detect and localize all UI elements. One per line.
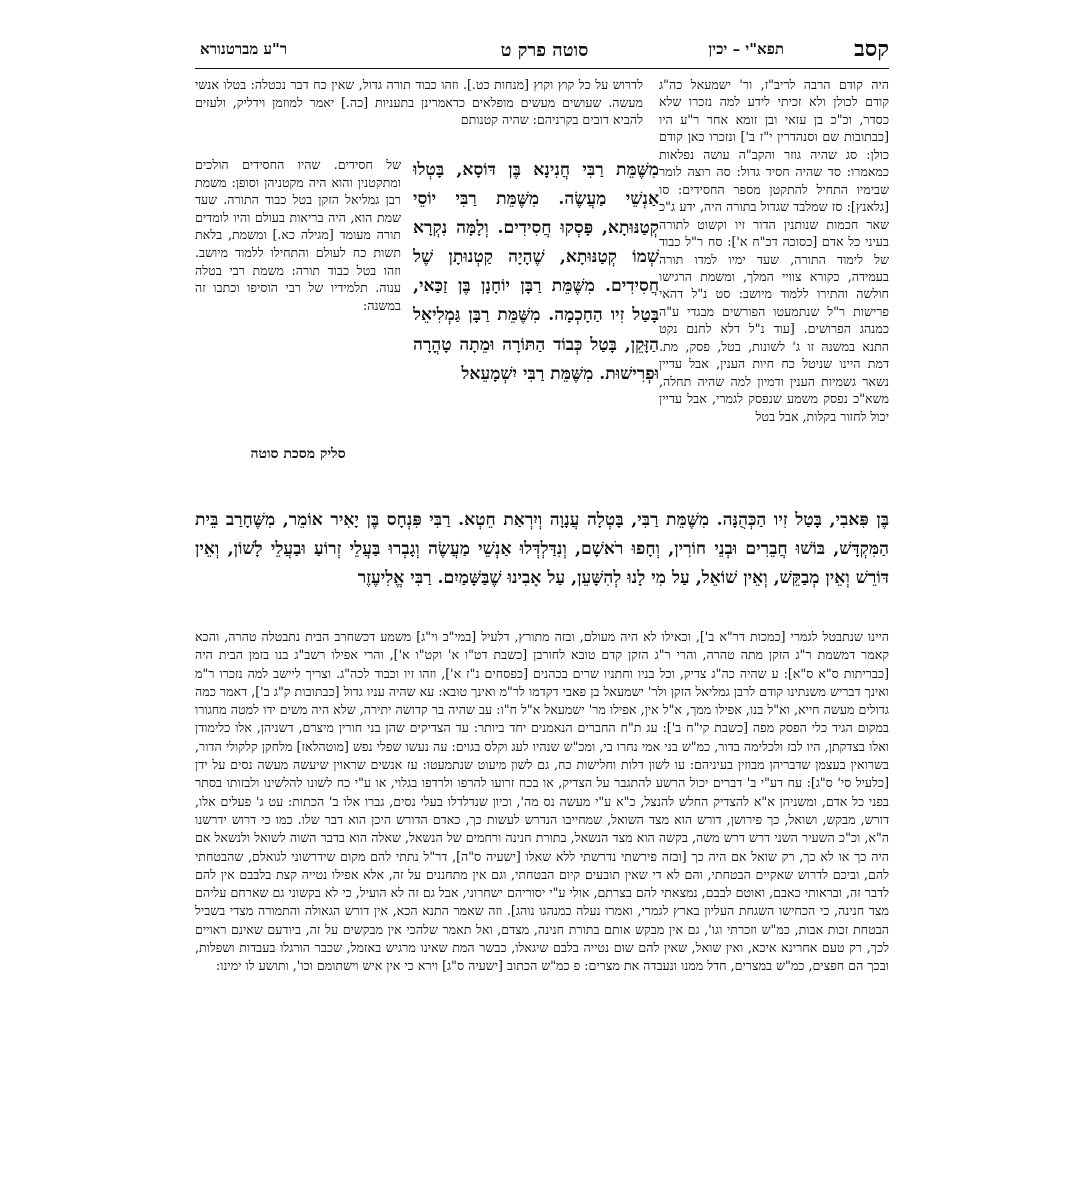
tractate-title: סוטה פרק ט xyxy=(500,40,589,61)
header-range: תפא"י – יכין xyxy=(708,40,784,58)
header-rule xyxy=(195,68,889,69)
tiferet-yisrael-commentary-bottom: היינו שנתבטל לגמרי [כמכות דר"א ב'], וכאילו לא היה מעולם, ובזה מתורץ, דלעיל [במי"ב וי"ג] משמע דכשחרב הבית נתבטלה טהרה, והכא קאמר דמשמת ר"ג הזקן מתה טהרה, והרי ר"ג הזקן קדם טובא לחורבן [כשבת דט"ו א' וקט"ו א'], והרי אפילו רשב"ג בנו בזמן הבית היה [כבריתות ס"א ס"א]: ע שהיה כה"ג צדיק, וכל בניו וחתניו שרים בכהנים [כפסחים נ"ז א'], וזהו זיו וכבוד לכה"ג. וצריך ליישב למה נזכרו ר"מ ואינך דבריש משנתינו קודם לרבן גמליאל הזקן ולר' ישמעאל בן פאבי דקדמו לר"מ ואינך טובא: עא שהיה עניו גדול [כבתובות ק"ג ב'], דאמר כמה גדולים מעשה חייא, וא"ל בנו, אפילו ממך, א"ל אין, אפילו מר' ישמעאל א"ל ח"ו: עב שהיה בר קדושה יתירה, שלא היה משים ידו למטה מחגורו במקום הגיד כלי הפסק מפה [כשבת קי"ח ב']: עג ת"ח החברים הנאמנים יחד ביותר: עד הצדיקים שהן בני חורין מיצרם, דשניהן, אלו כלימודן ואלו בצדקתן, היו לבז ולכלימה בדור, כמ"ש בני אמי נחרו בי, ומכ"ש שנהיו לעג וקלס בגוים: עה נעשו שפלי נפש [מוטהלאז] מלחקן קלקולי הדור, בשרואין בעצמן שדבריהן מבוזין בעיניהם: עו לשון דלות וחלישות כח, גם לשון מיעוט שנתמעטו: עז אנשים שראוין שיעשה מעשה נסים על ידן [כלעיל סי' ס"ג]: עח דע"י ב' דברים יכול הרשע להתגבר על הצדיק, או בכח זרועו להרפו ולרדפו בגלוי, או ע"י כח לשונו להלשינו ולבזותו בסתר בפני כל אדם, ומשניהן א"א להצדיק החלש להנצל, כ"א ע"י מעשה נס מה', וכיון שנדלדלו בעלי נסים, גברו אלו ב' הכתות: עט ג' פעלים אלו, דורש, מבקש, ושואל, כך פירושן, דורש הוא מצד השואל, שמחייבו הנדרש לעשות כך, כאדם הדורש היכן הוא דבר שלו. כמו כי דרוש ידרשנו ה"א, וכ"כ השעיר השני דרש דרש משה, בקשה הוא מצד הנשאל, בתורת חנינה ורחמים של הנשאל, שאלה הוא בדבר השוה לשואל ולנשאל אם היה כך או לא כך, רק שואל אם היה כך [ובזה פירשתי נדרשתי ללא שאלו [ישעיה ס"ה], דר"ל נתתי להם מקום שידרשוני לגואלם, שהבטחתי להם, וביכם לדרוש שאקיים הבטחתי, והם לא די שאין תובעים קיום הבטחתי, וגם אין מתחננים על זה, אלא אפילו נטייה קצת בלבבם אין להם לדבר זה, ובראותי כאבם, ואוטם לבבם, נמצאתי להם בצרתם, אולי ע"י יסוריהם ישחרוני, אבל גם זה לא הועיל, כי לא בקשוני גם שארחם עליהם מצד חנינה, כי הכחישו השגחת העליון בארץ לגמרי, ואמרו נעלה כמנהגו נוהג]. וזה שאמר התנא הכא, אין דורש הגאולה והתמורה מצדי בשביל הבטחת זכות אבות, כמ"ש וזכרתי וגו', גם אין מבקש אותם בתורת חנינה, מצדם, ואל תאמר שלהכי אין מבקשים על זה, ביודעם שאינם ראויים לכך, רק טעם אחרינא איכא, ואין שואל, שאין להם שום נטייה בלבם שיגאלו, כבשר המת שאינו מרגיש באזמל, שכבר הורגלו בעבדות ושפלות, ובכך הם חפצים, כמ"ש במצרים, חדל ממנו ונעבדה את מצרים: פ כמ"ש הכתוב [ישעיה ס"ג] וירא כי אין איש וישתומם וכו', ותושע לו ימינו: xyxy=(195,629,889,974)
running-header xyxy=(200,34,889,68)
commentary-title: ר"ע מברטנורא xyxy=(200,40,288,58)
mishnah-text-continued: בֶּן פִּאבִי, בָּטַל זִיו הַכְּהֻנָּה. מִשֶּׁמֵּת רַבִּי, בָּטְלָה עֲנָוָה וְיִרְאַת חֵטְא. רַבִּי פִּנְחָס בֶּן יָאִיר אוֹמֵר, מִשֶּׁחָרַב בֵּית הַמִּקְדָּשׁ, בּוֹשׁוּ חֲבֵרִים וּבְנֵי חוֹרִין, וְחָפוּ רֹאשָׁם, וְנִדַּלְדְּלוּ אַנְשֵׁי מַעֲשֶׂה וְגָבְרוּ בַּעֲלֵי זְרוֹעַ וּבַעֲלֵי לָשׁוֹן, וְאֵין דּוֹרֵשׁ וְאֵין מְבַקֵּשׁ, וְאֵין שׁוֹאֵל, עַל מִי לָנוּ לְהִשָּׁעֵן, עַל אָבִינוּ שֶׁבַּשָּׁמַיִם. רַבִּי אֱלִיעֶזֶר xyxy=(195,510,889,589)
bartenura-commentary-top: לדרוש על כל קוץ וקוץ [מנחות כט.]. וזהו כבוד תורה גדול, שאין כח דבר נכטלה: בטלו אנשי מעשה. שעושים מעשים מופלאים כדאמרינן בתעניות [כה.] יאמר למוזמן וידליק, ולעזים להביא דובים בקרניהם: שהיה קטנותם xyxy=(195,77,643,128)
page-number: קסב xyxy=(854,36,889,62)
mishnah-text-column: מִשֶּׁמֵּת רַבִּי חֲנִינָא בֶּן דּוֹסָא, בָּטְלוּ אַנְשֵׁי מַעֲשֶׂה. מִשֶּׁמֵּת רַבִּי יוֹסֵי קְטַנּוּתָא, פָּסְקוּ חֲסִידִים. וְלָמָּה נִקְרָא שְׁמוֹ קְטַנּוּתָא, שֶׁהָיָה קַטְנוּתָן שֶׁל חֲסִידִים. מִשֶּׁמֵּת רַבָּן יוֹחָנָן בֶּן זַכַּאי, בָּטַל זִיו הַחָכְמָה. מִשֶּׁמֵּת רַבָּן גַּמְלִיאֵל הַזָּקֵן, בָּטַל כְּבוֹד הַתּוֹרָה וּמֵתָה טָהֳרָה וּפְרִישׁוּת. מִשֶּׁמֵּת רַבִּי יִשְׁמָעֵאל xyxy=(413,160,659,384)
bartenura-commentary-column: של חסידים. שהיו החסידים הולכים ומתקטנין והוא היה מקטניהן וסופן: משמת רבן גמליאל הזקן בטל כבוד התורה. שעד שמת הוא, היה בריאות בעולם והיו לומדים תורה מעומד [מגילה כא.] ומשמת, בלאת תשות כח לעולם והתחילו ללמוד מיושב. וזהו בטל כבוד תורה: משמת רבי בטלה ענוה. תלמידיו של רבי הוסיפו וכתבו זה במשנה: xyxy=(195,157,401,313)
tiferet-yisrael-commentary-top: היה קודם הרבה לריב"ז, ור' ישמעאל כה"ג קודם לכולן ולא זכיתי לידע למה נזכרו שלא כסדר, וכ"כ בן עזאי ובן זומא אחר ר"ע היו [כבתובות שם וסנהדרין י"ז ב'] ונזכרו כאן קודם כולן: סג שהיה גוזר והקב"ה עושה נפלאות כמאמרו: סד שהיה חסיד גדול: סה רוצה לומר שבימיו התחיל להתקטן מספר החסידים: סו [גלאנץ]: סז שמלבד שגדול בתורה היה, ידע ג"כ שאר חכמות שנותנין הדור זיו וקשוט לתורה בעיני כל אדם [כסוכה דכ"ח א']: סח ר"ל כבוד של לימוד התורה, שעד ימיו למדו תורה בעמידה, כקורא צוויי המלך, ומשמת הרגישו חולשה והתירו ללמוד מיושב: סט נ"ל דהאי פרישות ר"ל שנתמעטו הפורשים מבגדי ע"ה כמנהג הפרושים. [עוד נ"ל דלא לחנם נקט התנא במשנה זו ג' לשונות, בטל, פסק, מת. דמת היינו שניטל כח חיות הענין, אבל עדיין נשאר גשמיות הענין ודמיון למה שהיה תחלה, משא"כ נפסק משמע שנפסק לגמרי, אבל עדיין יכול לחזור בקלות, אבל בטל xyxy=(659,77,889,424)
tractate-end-colophon: סליק מסכת סוטה xyxy=(250,446,346,462)
